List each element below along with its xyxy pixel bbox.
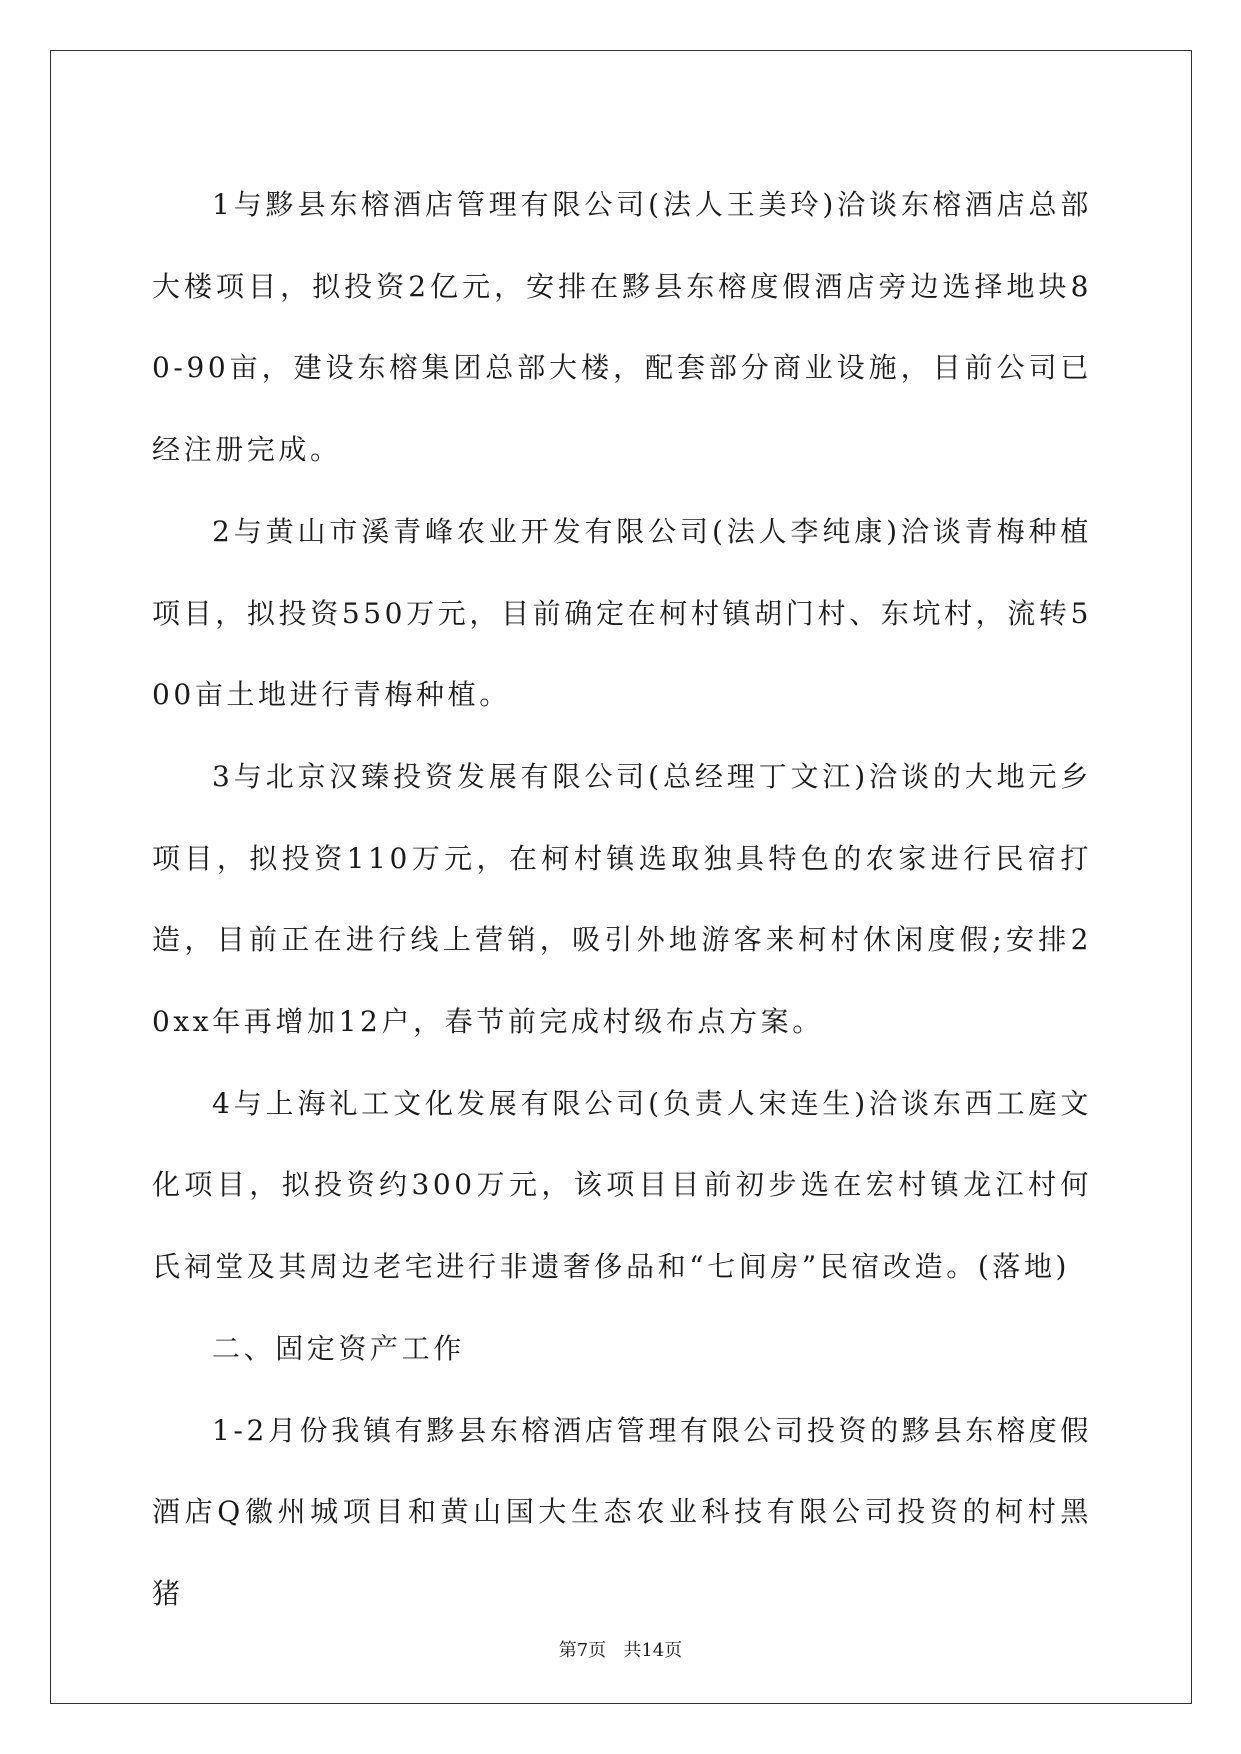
paragraph-4: 4与上海礼工文化发展有限公司(负责人宋连生)洽谈东西工庭文化项目，拟投资约300万元，该项目目前初步选在宏村镇龙江村何氏祠堂及其周边老宅进行非遗奢侈品和“七间房”民宿改造。(落地) (152, 1086, 1092, 1284)
paragraph-1: 1与黟县东榕酒店管理有限公司(法人王美玲)洽谈东榕酒店总部大楼项目，拟投资2亿元，安排在黟县东榕度假酒店旁边选择地块80-90亩，建设东榕集团总部大楼，配套部分商业设施，目前公司已经注册完成。 (152, 188, 1092, 467)
page-number-footer: 第7页 共14页 (558, 1640, 683, 1661)
document-body (152, 164, 1092, 1635)
paragraph-5: 1-2月份我镇有黟县东榕酒店管理有限公司投资的黟县东榕度假酒店Q徽州城项目和黄山国大生态农业科技有限公司投资的柯村黑猪 (152, 1413, 1092, 1610)
paragraph-3: 3与北京汉臻投资发展有限公司(总经理丁文江)洽谈的大地元乡项目，拟投资110万元，在柯村镇选取独具特色的农家进行民宿打造，目前正在进行线上营销，吸引外地游客来柯村休闲度假;安排20xx年再增加12户，春节前完成村级布点方案。 (152, 759, 1092, 1039)
paragraph-2: 2与黄山市溪青峰农业开发有限公司(法人李纯康)洽谈青梅种植项目，拟投资550万元，目前确定在柯村镇胡门村、东坑村，流转500亩土地进行青梅种植。 (152, 514, 1092, 712)
section-heading: 二、固定资产工作 (212, 1331, 465, 1365)
